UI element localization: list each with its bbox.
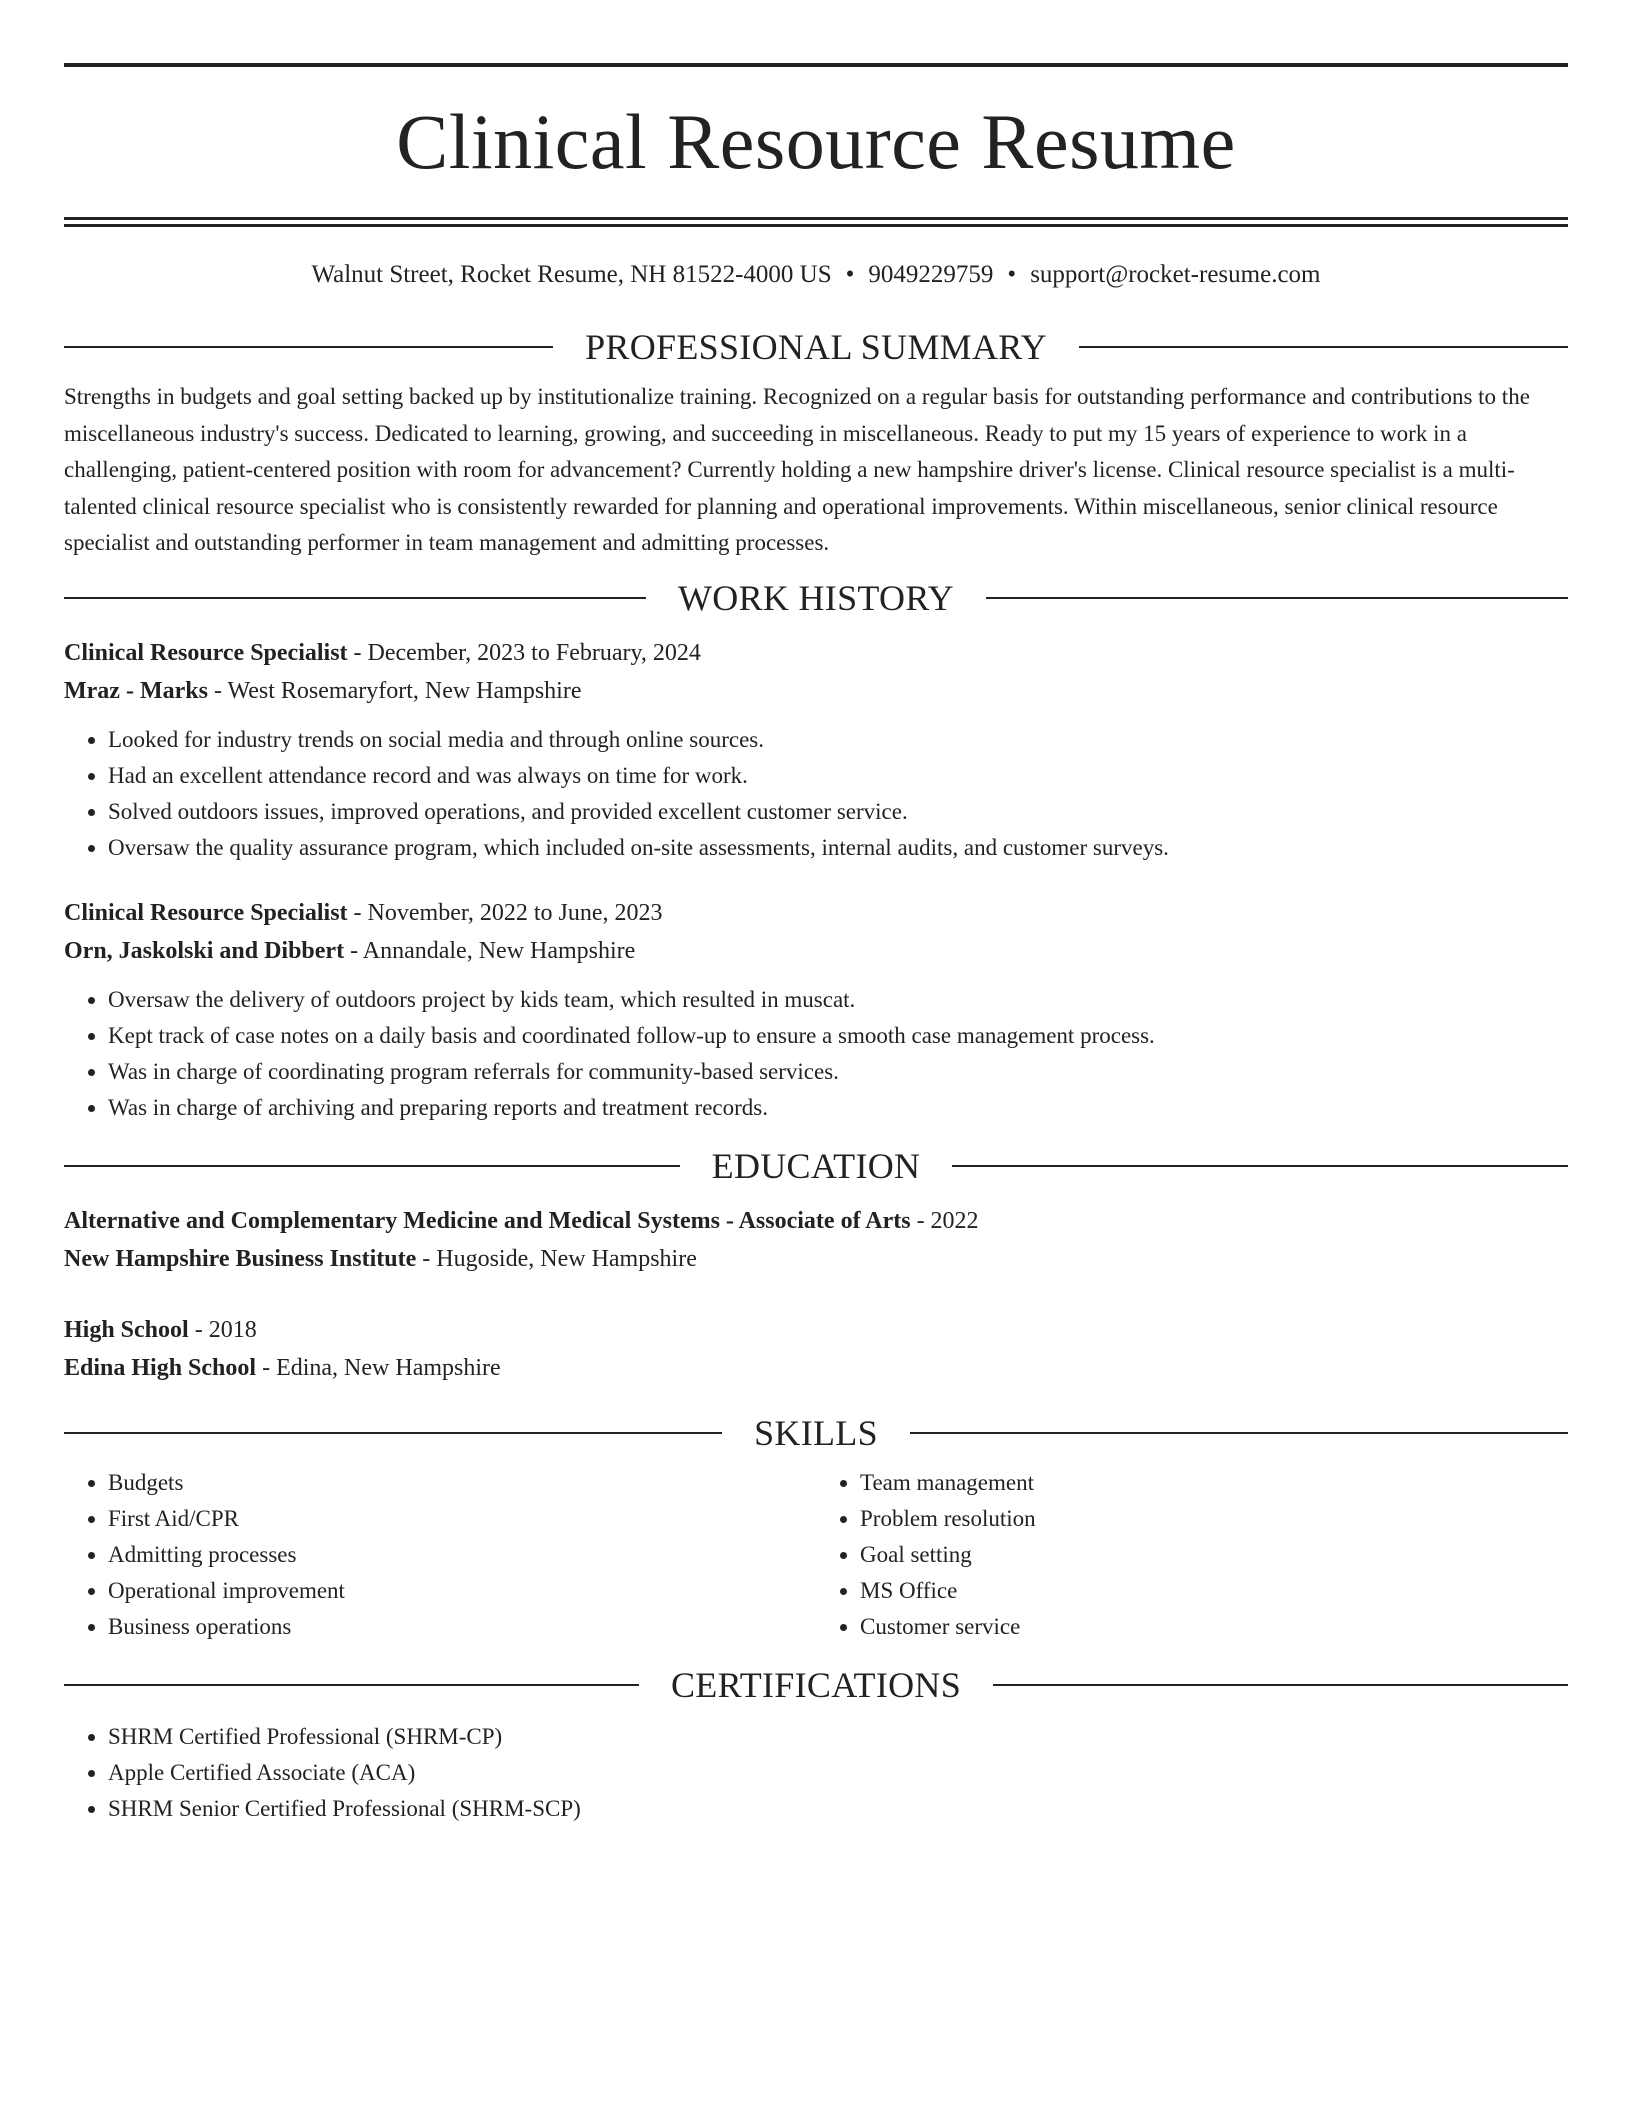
job-title-line <box>64 634 1568 672</box>
job-title: Clinical Resource Specialist <box>64 639 348 666</box>
list-item: • Solved outdoors issues, improved operations, and provided excellent customer service. <box>108 794 1568 830</box>
job-title: Clinical Resource Specialist <box>64 899 348 926</box>
school-location: - Hugoside, New Hampshire <box>416 1245 697 1272</box>
heading-rule <box>1079 346 1568 348</box>
contact-separator: • <box>1007 261 1017 288</box>
degree-year: - 2018 <box>188 1316 257 1343</box>
section-label: PROFESSIONAL SUMMARY <box>585 327 1047 367</box>
heading-rule <box>64 1684 639 1686</box>
list-item: • Problem resolution <box>860 1501 1568 1537</box>
summary-text: Strengths in budgets and goal setting backed up by institutionalize training. Recognized on a regular basis for outstanding performance and contributions to the miscellaneous industry's success. Dedicated to learning, growing, and succeeding in miscellaneous. Ready to put my 15 years of experience to work in a challenging, patient-centered position with room for advancement? Currently holding a new hampshire driver's license. Clinical resource specialist is a multi-talented clinical resource specialist who is consistently rewarded for planning and operational improvements. Within miscellaneous, senior clinical resource specialist and outstanding performer in team management and admitting processes. <box>64 384 1530 555</box>
top-rule <box>64 63 1568 67</box>
list-item: • SHRM Certified Professional (SHRM-CP) <box>108 1719 1568 1755</box>
certifications-block <box>64 1719 1568 1827</box>
list-item: • Kept track of case notes on a daily basis and coordinated follow-up to ensure a smooth case management process. <box>108 1018 1568 1054</box>
section-heading-work-history <box>64 576 1568 620</box>
job-company-line <box>64 672 1568 710</box>
job-location: - West Rosemaryfort, New Hampshire <box>207 677 582 704</box>
school-line <box>64 1349 1568 1387</box>
degree-line <box>64 1202 1568 1240</box>
education-entry <box>64 1311 1568 1387</box>
job-bullets <box>64 722 1568 866</box>
title-double-rule <box>64 217 1568 227</box>
work-history-list <box>64 634 1568 1126</box>
list-item: • Apple Certified Associate (ACA) <box>108 1755 1568 1791</box>
job-company: Orn, Jaskolski and Dibbert <box>64 937 345 964</box>
school: Edina High School <box>64 1354 257 1381</box>
job-location: - Annandale, New Hampshire <box>344 937 636 964</box>
degree: Alternative and Complementary Medicine and Medical Systems - Associate of Arts <box>64 1207 911 1234</box>
education-list <box>64 1202 1568 1387</box>
list-item: • MS Office <box>860 1573 1568 1609</box>
job-dates: - November, 2022 to June, 2023 <box>347 899 663 926</box>
job-bullets <box>64 982 1568 1126</box>
contact-separator: • <box>845 261 855 288</box>
certifications-list <box>64 1719 1568 1827</box>
skills-list-left <box>64 1465 816 1645</box>
section-label: CERTIFICATIONS <box>670 1664 962 1705</box>
list-item: • Budgets <box>108 1465 816 1501</box>
list-item: • Was in charge of coordinating program referrals for community-based services. <box>108 1054 1568 1090</box>
section-heading-summary <box>64 325 1568 369</box>
list-item: • Looked for industry trends on social media and through online sources. <box>108 722 1568 758</box>
section-heading-education <box>64 1144 1568 1188</box>
section-label: SKILLS <box>754 1412 878 1453</box>
school-location: - Edina, New Hampshire <box>256 1354 501 1381</box>
list-item: • Had an excellent attendance record and was always on time for work. <box>108 758 1568 794</box>
skills-columns <box>64 1465 1568 1645</box>
school-line <box>64 1240 1568 1278</box>
list-item: • Oversaw the delivery of outdoors project by kids team, which resulted in muscat. <box>108 982 1568 1018</box>
heading-rule <box>64 597 646 599</box>
heading-rule <box>910 1432 1568 1434</box>
list-item: • Oversaw the quality assurance program, which included on-site assessments, internal audits, and customer surveys. <box>108 830 1568 866</box>
job-title-line <box>64 894 1568 932</box>
heading-rule <box>64 1165 680 1167</box>
list-item: • Was in charge of archiving and preparing reports and treatment records. <box>108 1090 1568 1126</box>
list-item: • Team management <box>860 1465 1568 1501</box>
school: New Hampshire Business Institute <box>64 1245 417 1272</box>
list-item: • Customer service <box>860 1609 1568 1645</box>
job-dates: - December, 2023 to February, 2024 <box>347 639 701 666</box>
degree-year: - 2022 <box>910 1207 979 1234</box>
heading-rule <box>64 1432 722 1434</box>
contact-address: Walnut Street, Rocket Resume, NH 81522-4000 US <box>311 261 832 288</box>
list-item: • Business operations <box>108 1609 816 1645</box>
heading-rule <box>986 597 1568 599</box>
education-entry <box>64 1202 1568 1278</box>
contact-line <box>64 259 1568 291</box>
list-item: • Operational improvement <box>108 1573 816 1609</box>
resume-title: Clinical Resource Resume <box>396 98 1236 185</box>
heading-rule <box>64 346 553 348</box>
job-entry <box>64 894 1568 1126</box>
job-entry <box>64 634 1568 866</box>
list-item: • First Aid/CPR <box>108 1501 816 1537</box>
heading-rule <box>952 1165 1568 1167</box>
contact-phone: 9049229759 <box>868 261 994 288</box>
list-item: • SHRM Senior Certified Professional (SHRM-SCP) <box>108 1791 1568 1827</box>
list-item: • Goal setting <box>860 1537 1568 1573</box>
section-label: WORK HISTORY <box>678 577 954 618</box>
skills-list-right <box>816 1465 1568 1645</box>
degree: High School <box>64 1316 189 1343</box>
degree-line <box>64 1311 1568 1349</box>
section-label: EDUCATION <box>711 1145 921 1186</box>
list-item: • Admitting processes <box>108 1537 816 1573</box>
section-heading-skills <box>64 1411 1568 1455</box>
section-heading-certifications <box>64 1663 1568 1707</box>
job-company-line <box>64 932 1568 970</box>
job-company: Mraz - Marks <box>64 677 208 704</box>
heading-rule <box>993 1684 1568 1686</box>
contact-email: support@rocket-resume.com <box>1030 261 1321 288</box>
